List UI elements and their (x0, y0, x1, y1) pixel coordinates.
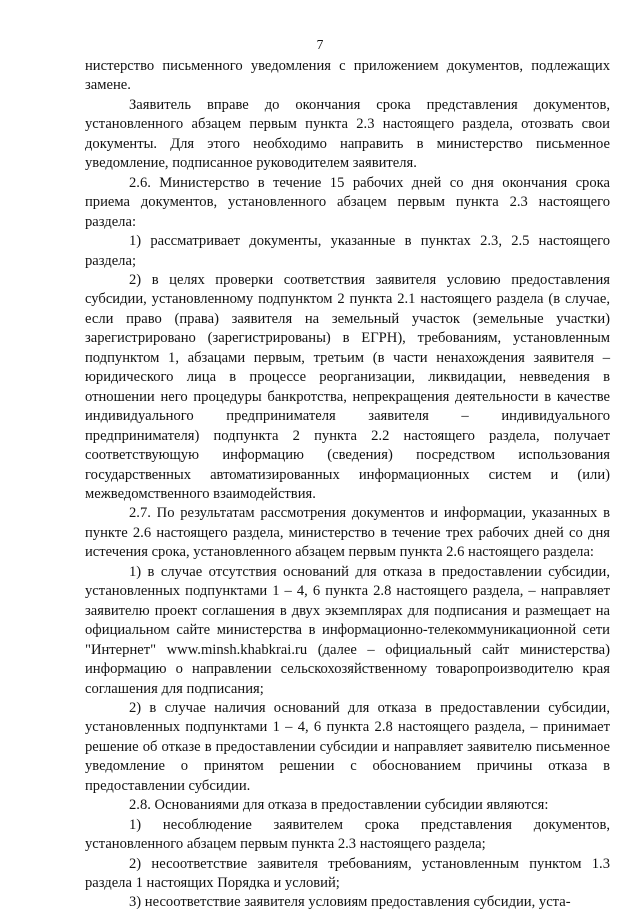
paragraph-clause-2-6-item-1: 1) рассматривает документы, указанные в пунктах 2.3, 2.5 настоящего раздела; (85, 233, 610, 269)
paragraph-clause-2-7: 2.7. По результатам рассмотрения документов и информации, указанных в пункте 2.6 настоящего раздела, министерство в течение трех рабочих дней со дня истечения срока, установленного абзацем первым пункта 2.6 настоящего раздела: (85, 505, 610, 561)
paragraph-withdraw-documents: Заявитель вправе до окончания срока представления документов, установленного абзацем первым пункта 2.3 настоящего раздела, отозвать свои документы. Для этого необходимо направить в министерство письменное уведомление, подписанное руководителем заявителя. (85, 96, 610, 172)
paragraph-clause-2-8-item-3: 3) несоответствие заявителя условиям предоставления субсидии, уста- (129, 894, 571, 911)
paragraph-clause-2-7-item-2: 2) в случае наличия оснований для отказа в предоставлении субсидии, установленных подпунктами 1 – 4, 6 пункта 2.8 настоящего раздела, – принимает решение об отказе в предоставлении субсидии и направляет заявителю письменное уведомление о принятом решении с обоснованием причины отказа в предоставлении субсидии. (85, 699, 610, 794)
page-number: 7 (316, 37, 324, 52)
paragraph-continuation: нистерство письменного уведомления с приложением документов, подлежащих замене. (85, 58, 610, 94)
paragraph-clause-2-8: 2.8. Основаниями для отказа в предоставлении субсидии являются: (129, 797, 549, 814)
paragraph-clause-2-8-item-1: 1) несоблюдение заявителем срока представления документов, установленного абзацем первым пункта 2.3 настоящего раздела; (85, 816, 610, 853)
paragraph-clause-2-6: 2.6. Министерство в течение 15 рабочих дней со дня окончания срока приема документов, установленного абзацем первым пункта 2.3 настоящего раздела: (85, 174, 610, 230)
paragraph-clause-2-8-item-2: 2) несоответствие заявителя требованиям, установленным пунктом 1.3 раздела 1 настоящих Порядка и условий; (85, 855, 610, 892)
document-body (85, 57, 610, 913)
paragraph-clause-2-7-item-1: 1) в случае отсутствия оснований для отказа в предоставлении субсидии, установленных подпунктами 1 – 4, 6 пункта 2.8 настоящего раздела, – направляет заявителю проект соглашения в двух экземплярах для подписания и размещает на официальном сайте министерства в информационно-телекоммуникационной сети "Интернет" www.minsh.khabkrai.ru (далее – официальный сайт министерства) информацию о направлении сельскохозяйственному товаропроизводителю края соглашения для подписания; (85, 563, 610, 697)
paragraph-clause-2-6-item-2: 2) в целях проверки соответствия заявителя условию предоставления субсидии, установленному подпунктом 2 пункта 2.1 настоящего раздела (в случае, если право (права) заявителя на земельный участок (земельные участки) зарегистрировано (зарегистрированы) в ЕГРН), требованиям, установленным подпунктом 1, абзацами первым, третьим (в части ненахождения заявителя – юридического лица в процессе реорганизации, ликвидации, невведения в отношении него процедуры банкротства, непрекращения деятельности в качестве индивидуального предпринимателя заявителя – индивидуального предпринимателя) подпункта 2 пункта 2.2 настоящего раздела, получает соответствующую информацию (сведения) посредством использования государственных автоматизированных информационных систем и (или) межведомственного взаимодействия. (85, 271, 610, 502)
